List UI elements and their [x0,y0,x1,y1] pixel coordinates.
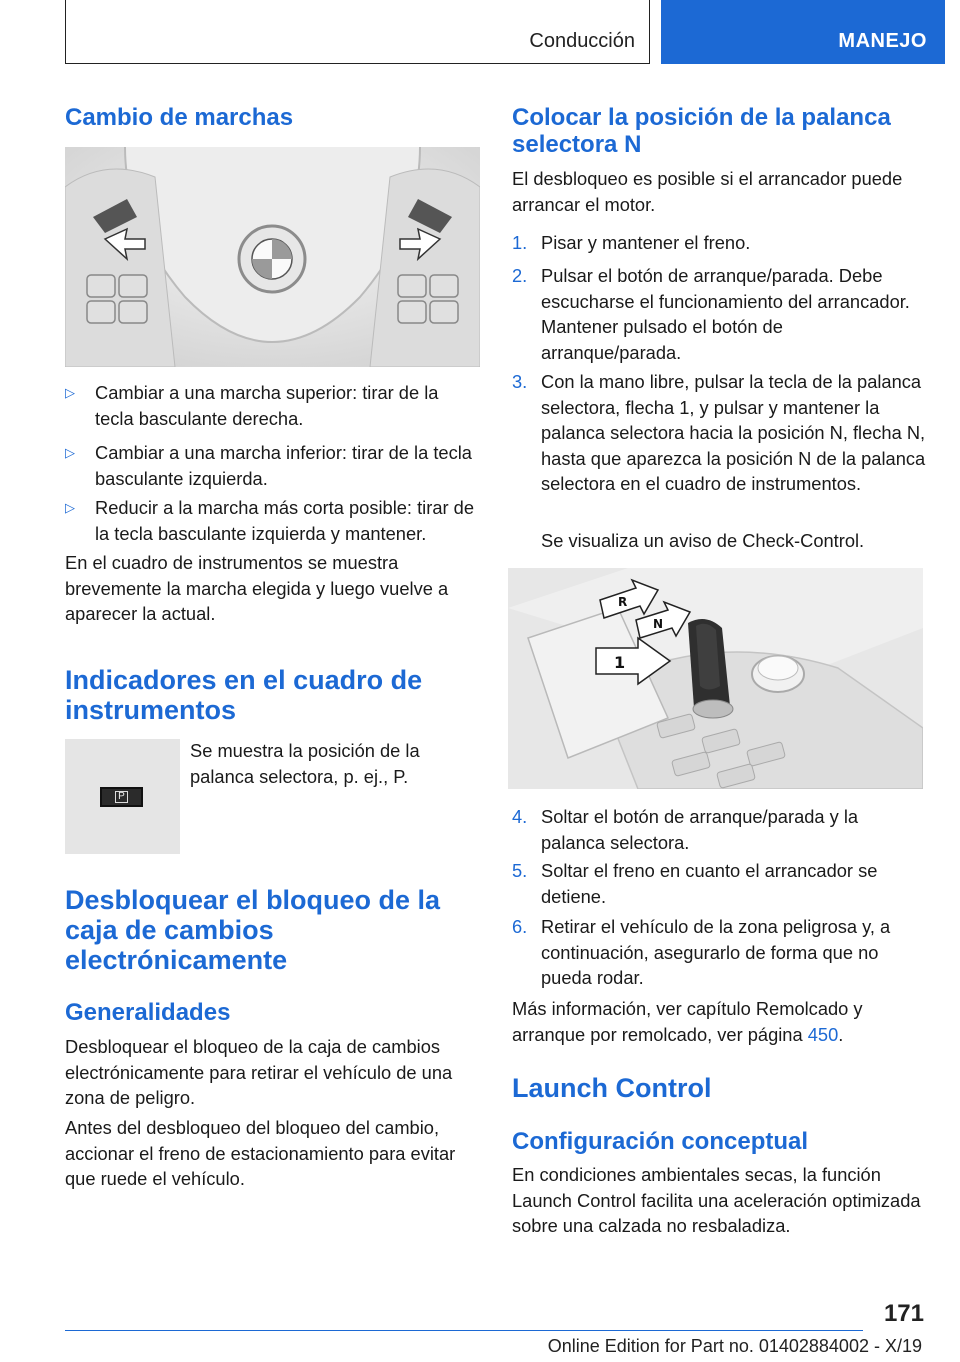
steering-wheel-figure [65,147,480,367]
more-info-paragraph: Más información, ver capítulo Remolcado y arranque por remolcado, ver página 450. [512,998,863,1045]
arrow-r-label: R [618,595,628,609]
gear-paragraph: En el cuadro de instrumentos se muestra brevemente la marcha elegida y luego vuelve a aparecer la actual. [65,552,449,624]
bullet-downshift: ▷ Cambiar a una marcha inferior: tirar de la tecla basculante izquierda. [65,442,472,489]
step-3: 3. Con la mano libre, pulsar la tecla de la palanca selectora, flecha 1, y pulsar y mantener la palanca selectora hacia la posición N, flecha N, hasta que aparezca la posición N de la palanca selectora en el cuadro de instrumentos. [512,371,926,494]
section-title: MANEJO [838,30,927,52]
triangle-bullet-icon: ▷ [65,445,75,460]
chapter-tab [65,0,650,64]
bullet-lowest-gear: ▷ Reducir a la marcha más corta posible: tirar de la tecla basculante izquierda y mantener. [65,497,474,544]
arrow-n-label: N [653,617,664,631]
concept-paragraph: En condiciones ambientales secas, la función Launch Control facilita una aceleración optimizada sobre una calzada no resbaladiza. [512,1164,921,1236]
neutral-heading: Colocar la posición de la palanca selectora N [512,104,891,158]
general-paragraph-2: Antes del desbloqueo del bloqueo del cambio, accionar el freno de estacionamiento para evitar que ruede el vehículo. [65,1117,456,1189]
bullet-upshift: ▷ Cambiar a una marcha superior: tirar de la tecla basculante derecha. [65,382,439,429]
arrow-1-label: 1 [614,653,626,672]
step-6: 6. Retirar el vehículo de la zona peligrosa y, a continuación, asegurarlo de forma que no pueda rodar. [512,916,891,988]
launch-control-heading: Launch Control [512,1073,712,1103]
page-number: 171 [883,1300,924,1327]
neutral-intro: El desbloqueo es posible si el arrancador puede arrancar el motor. [512,168,903,215]
step-2: 2. Pulsar el botón de arranque/parada. Debe escucharse el funcionamiento del arrancador. Mantener pulsado el botón de arranque/parada. [512,265,910,363]
step-4: 4. Soltar el botón de arranque/parada y la palanca selectora. [512,806,859,853]
step-1: 1. Pisar y mantener el freno. [512,232,751,253]
indicators-text: Se muestra la posición de la palanca selectora, p. ej., P. [190,740,420,787]
general-heading: Generalidades [65,999,231,1026]
indicators-heading: Indicadores en el cuadro de instrumentos [65,665,423,725]
step-5: 5. Soltar el freno en cuanto el arrancador se detiene. [512,860,878,907]
selector-lever-figure [508,568,923,789]
section-tab [661,0,945,64]
gear-heading: Cambio de marchas [65,104,294,131]
footer-rule [65,1330,863,1331]
step-3-note: Se visualiza un aviso de Check-Control. [541,530,865,551]
chapter-title: Conducción [529,30,635,52]
gear-indicator-icon: P [100,787,143,807]
unlock-heading: Desbloquear el bloqueo de la caja de cambios electrónicamente [65,885,441,975]
triangle-bullet-icon: ▷ [65,500,75,515]
indicator-figure [65,739,180,854]
concept-heading: Configuración conceptual [512,1128,809,1155]
page-link[interactable]: 450 [807,1023,839,1045]
edition-footer: Online Edition for Part no. 01402884002 - X/19 [547,1336,922,1356]
triangle-bullet-icon: ▷ [65,385,75,400]
general-paragraph-1: Desbloquear el bloqueo de la caja de cambios electrónicamente para retirar el vehículo de una zona de peligro. [65,1036,453,1108]
